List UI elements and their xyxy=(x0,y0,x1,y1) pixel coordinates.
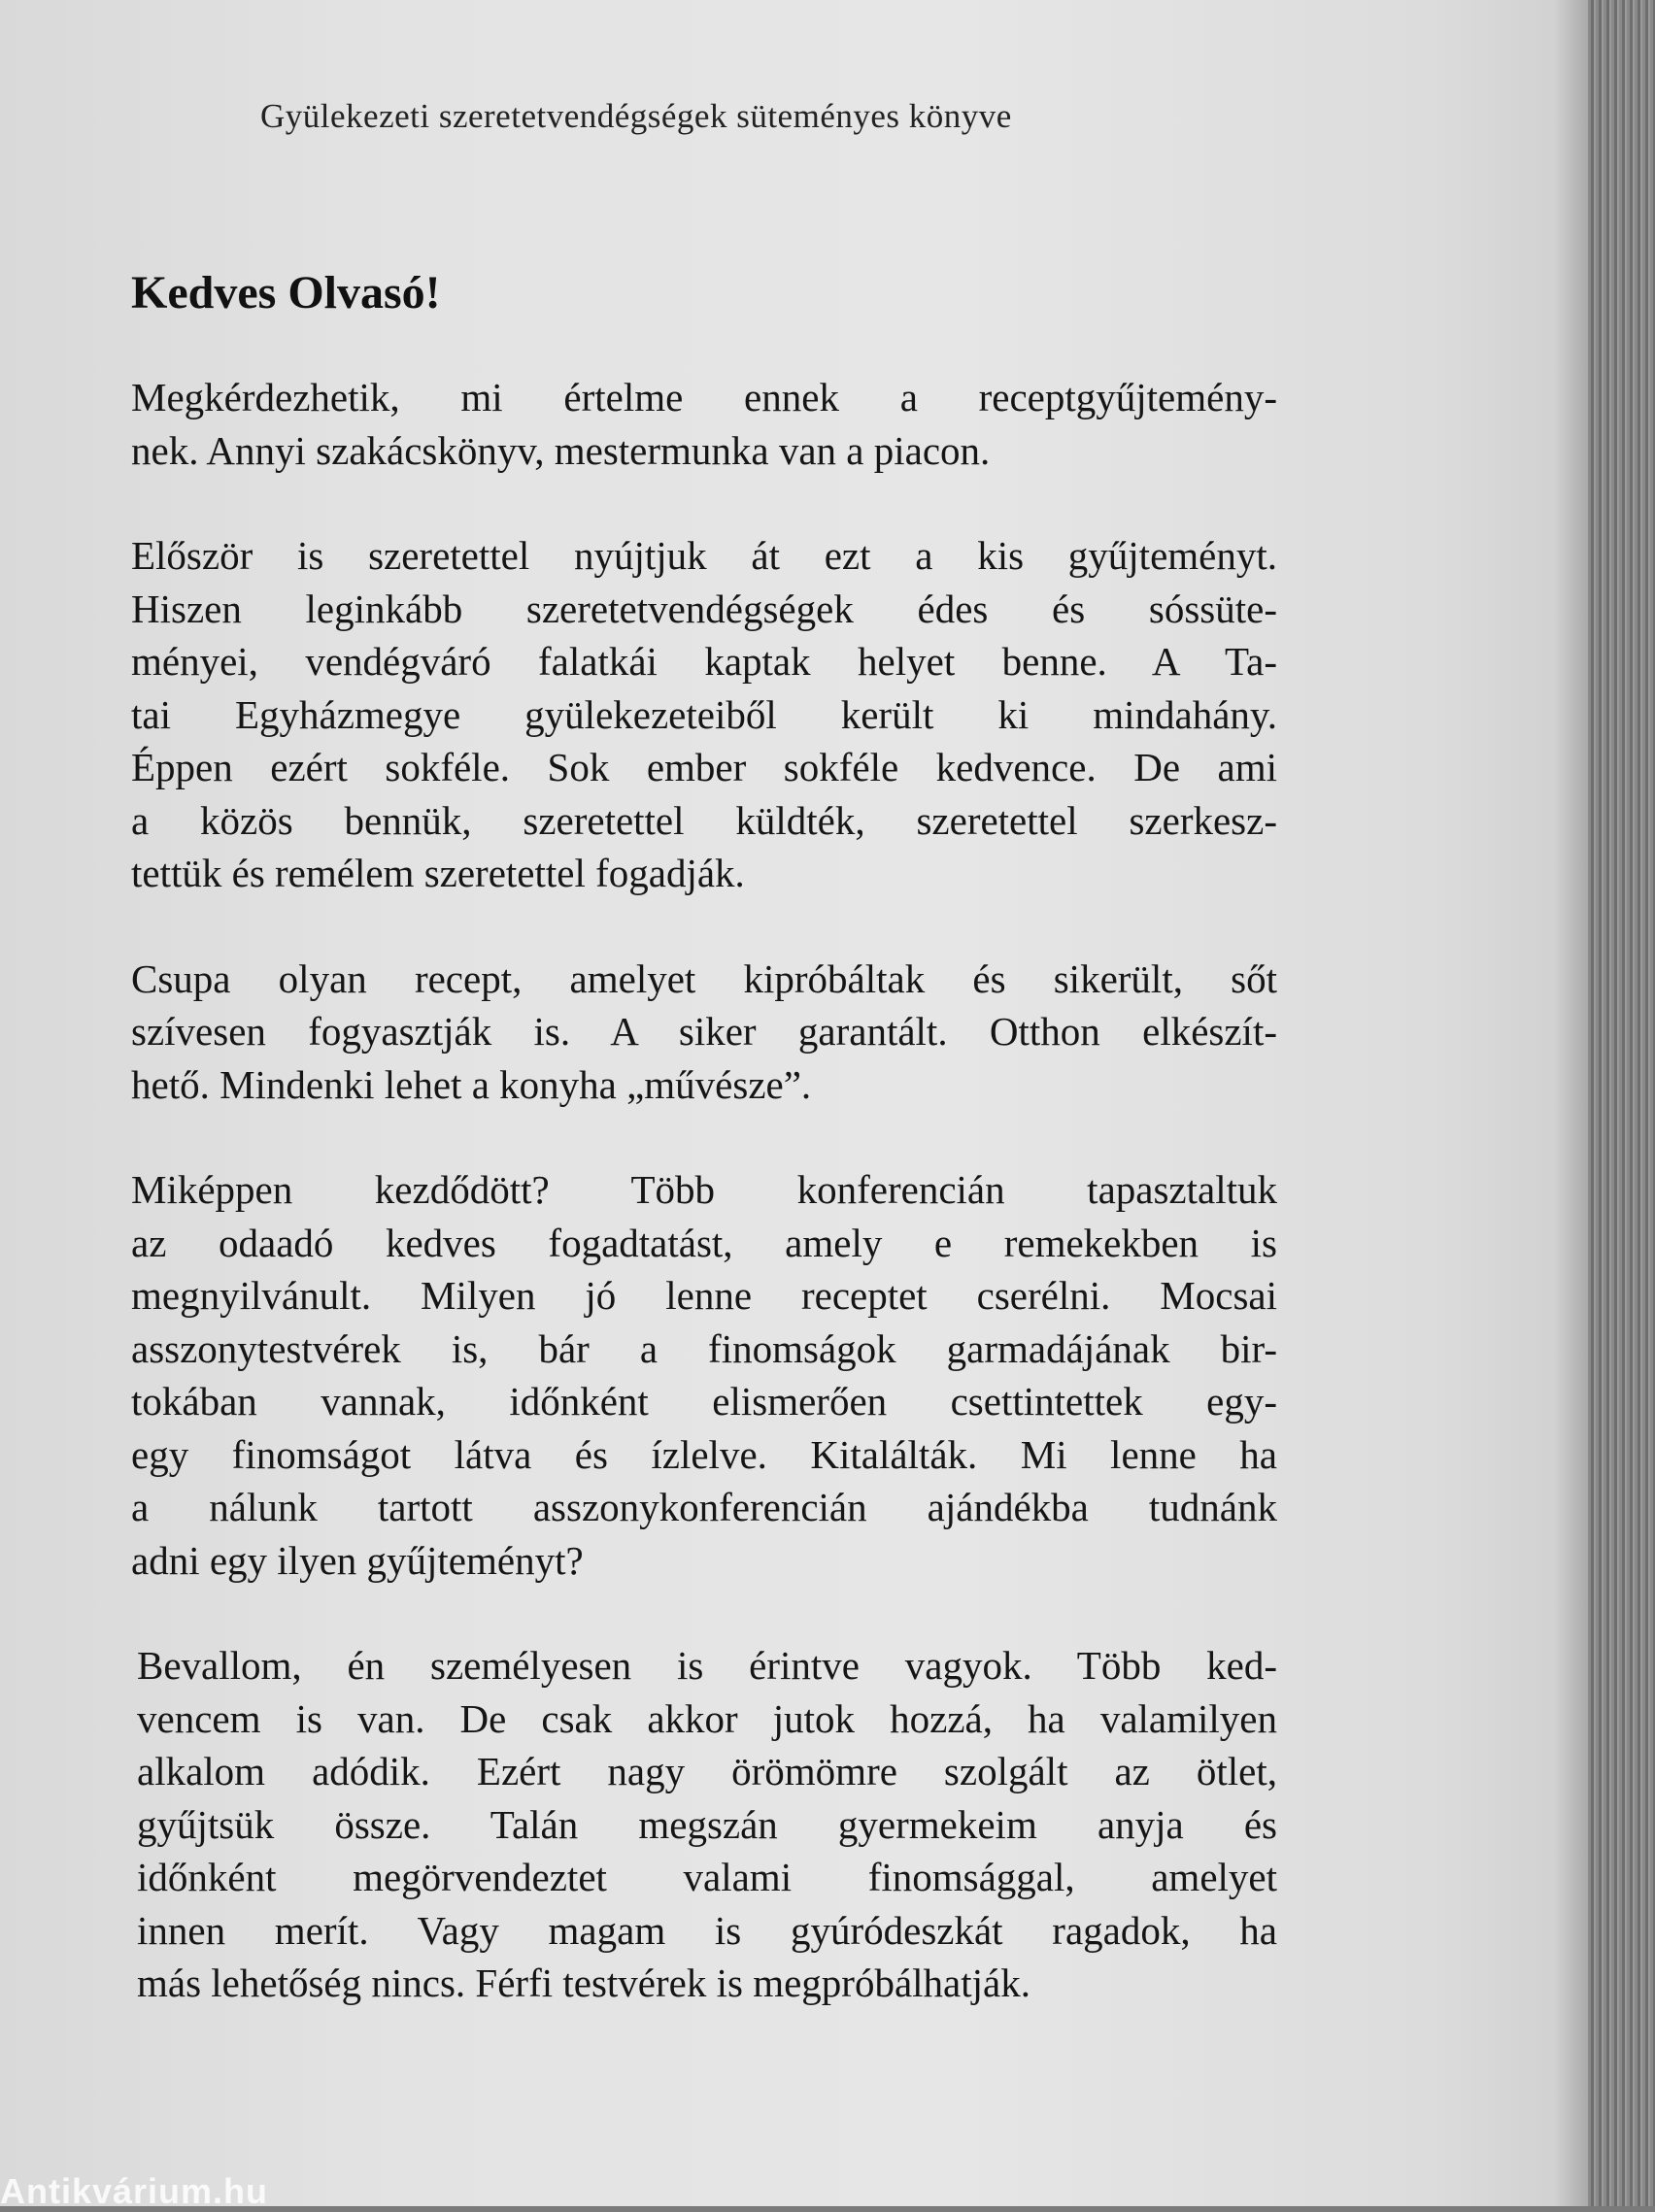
text-line: megnyilvánult. Milyen jó lenne receptet cserélni. Mocsai xyxy=(131,1273,1277,1318)
text-line: innen merít. Vagy magam is gyúródeszkát ragadok, ha xyxy=(137,1907,1277,1953)
text-line: Hiszen leginkább szeretetvendégségek édes és sóssüte- xyxy=(131,586,1277,631)
text-line: egy finomságot látva és ízlelve. Kitalálták. Mi lenne ha xyxy=(131,1431,1277,1477)
text-line: ményei, vendégváró falatkái kaptak helyet benne. A Ta- xyxy=(131,639,1277,684)
text-line: nek. Annyi szakácskönyv, mestermunka van a piacon. xyxy=(131,427,991,473)
text-line: tokában vannak, időnként elismerően csettintettek egy- xyxy=(131,1379,1277,1424)
text-line: szívesen fogyasztják is. A siker garantált. Otthon elkészít- xyxy=(131,1009,1277,1054)
text-line: adni egy ilyen gyűjteményt? xyxy=(131,1537,584,1583)
text-line: gyűjtsük össze. Talán megszán gyermekeim anyja és xyxy=(137,1801,1277,1847)
paragraph-4 xyxy=(131,1163,1277,1587)
stacked-page-edges xyxy=(1588,0,1655,2206)
text-line: a közös bennük, szeretettel küldték, szeretettel szerkesz- xyxy=(131,797,1277,843)
text-line: Csupa olyan recept, amelyet kipróbáltak és sikerült, sőt xyxy=(131,955,1277,1001)
text-line: az odaadó kedves fogadtatást, amely e remekekben is xyxy=(131,1220,1277,1265)
text-line: Miképpen kezdődött? Több konferencián tapasztaltuk xyxy=(131,1167,1277,1212)
text-line: Először is szeretettel nyújtjuk át ezt a kis gyűjteményt. xyxy=(131,533,1277,578)
text-line: alkalom adódik. Ezért nagy örömömre szolgált az ötlet, xyxy=(137,1749,1277,1793)
text-line: a nálunk tartott asszonykonferencián ajándékba tudnánk xyxy=(131,1485,1277,1529)
paragraph-3 xyxy=(131,953,1277,1112)
text-line: tai Egyházmegye gyülekezeteiből került ki mindahány. xyxy=(131,691,1277,737)
running-head: Gyülekezeti szeretetvendégségek süteményes könyve xyxy=(260,97,1012,135)
letter-body xyxy=(131,371,1277,2062)
text-line: más lehetőség nincs. Férfi testvérek is megpróbálhatják. xyxy=(137,1961,1030,2005)
text-line: időnként megörvendeztet valami finomsággal, amelyet xyxy=(137,1855,1277,1899)
text-line: hető. Mindenki lehet a konyha „művésze”. xyxy=(131,1061,812,1107)
watermark: Antikvárium.hu xyxy=(0,2171,269,2211)
text-line: tettük és remélem szeretettel fogadják. xyxy=(131,851,745,895)
text-line: asszonytestvérek is, bár a finomságok garmadájának bir- xyxy=(131,1325,1277,1371)
text-line: Megkérdezhetik, mi értelme ennek a receptgyűjtemény- xyxy=(131,375,1277,419)
text-line: vencem is van. De csak akkor jutok hozzá, ha valamilyen xyxy=(137,1695,1277,1741)
text-line: Bevallom, én személyesen is érintve vagyok. Több ked- xyxy=(137,1643,1277,1688)
letter-title: Kedves Olvasó! xyxy=(131,267,441,318)
page-gutter-shadow xyxy=(1554,0,1588,2206)
text-line: Éppen ezért sokféle. Sok ember sokféle kedvence. De ami xyxy=(131,745,1277,789)
paragraph-2 xyxy=(131,529,1277,900)
paragraph-5 xyxy=(137,1639,1277,2010)
paragraph-1 xyxy=(131,371,1277,477)
